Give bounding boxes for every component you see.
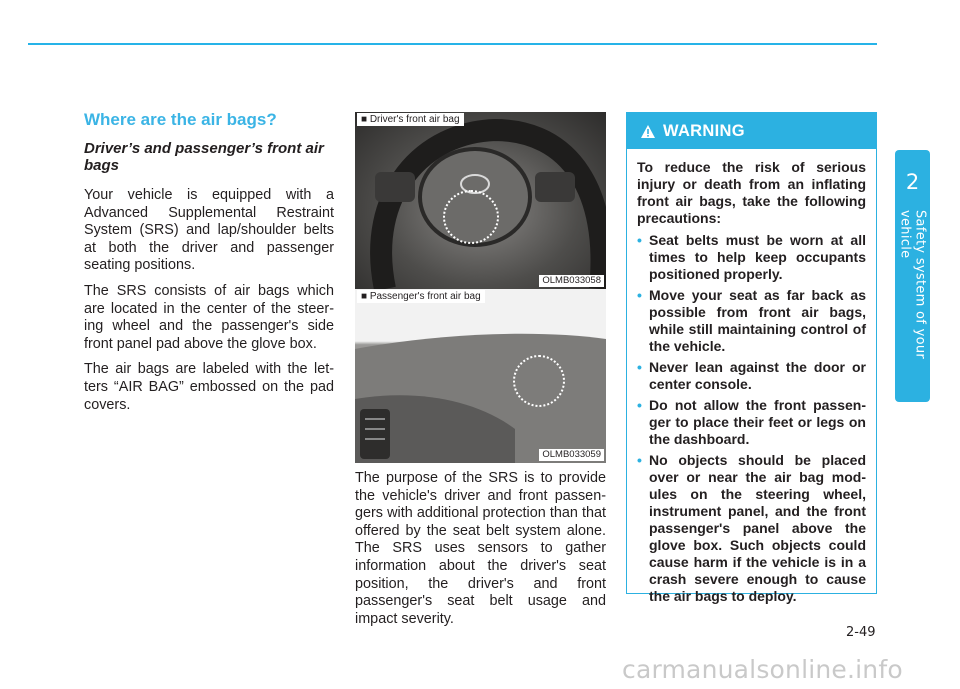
purpose-column — [355, 470, 606, 636]
chapter-title: Safety system of your vehicle — [897, 210, 928, 360]
warning-title: WARNING — [663, 121, 745, 140]
figure-caption: ■ Driver's front air bag — [357, 113, 464, 126]
paragraph: The air bags are labeled with the let-ters “AIR BAG” embossed on the pad covers. — [84, 361, 334, 413]
airbag-location-marker — [443, 190, 499, 244]
top-rule — [28, 43, 877, 45]
dashboard-illustration — [355, 289, 606, 463]
list-item: • No objects should be placed over or near the air bag mod-ules on the steering wheel, instrument panel, and the front passenger's panel above the glove box. Such objects could cause harm if the vehicle is in a crash severe enough to cause the air bags to deploy. — [637, 452, 866, 605]
warning-list — [637, 232, 866, 605]
paragraph: Your vehicle is equipped with a Advanced Supplemental Restraint System (SRS) and lap/shoulder belts at both the driver and passenger seating positions. — [84, 187, 334, 274]
passenger-airbag-photo — [355, 289, 606, 463]
warning-header — [627, 113, 876, 149]
paragraph: The SRS consists of air bags which are located in the center of the steer-ing wheel and the passenger's side front panel pad above the glove box. — [84, 282, 334, 352]
airbag-location-marker — [513, 355, 565, 407]
section-heading: Where are the air bags? — [84, 110, 277, 129]
warning-intro: To reduce the risk of serious injury or death from an inflating front air bags, take the following precautions: — [637, 159, 866, 226]
figure-code: OLMB033059 — [539, 449, 604, 461]
warning-body — [627, 149, 876, 605]
chapter-number: 2 — [905, 170, 920, 194]
page-number: 2-49 — [846, 625, 876, 640]
chapter-tab — [895, 150, 930, 402]
driver-airbag-photo — [355, 112, 606, 289]
list-item: • Seat belts must be worn at all times to help keep occupants positioned properly. — [637, 232, 866, 283]
warning-box — [626, 112, 877, 604]
section-subheading: Driver’s and passenger’s front air bags — [84, 140, 324, 174]
list-item: • Do not allow the front passen-ger to place their feet or legs on the dashboard. — [637, 397, 866, 448]
watermark: carmanualsonline.info — [622, 655, 903, 684]
purpose-paragraph: The purpose of the SRS is to provide the vehicle's driver and front passen-gers with additional protection than that offered by the seat belt system alone. The SRS uses sensors to gather information about the driver's seat position, the driver's and front passenger's seat belt usage and impact severity. — [355, 470, 606, 627]
figure-caption: ■ Passenger's front air bag — [357, 290, 485, 303]
list-item: • Move your seat as far back as possible from front air bags, while still maintaining control of the vehicle. — [637, 287, 866, 355]
intro-column — [84, 110, 334, 422]
list-item: • Never lean against the door or center console. — [637, 359, 866, 393]
figure-code: OLMB033058 — [539, 275, 604, 287]
warning-triangle-icon — [641, 125, 655, 138]
